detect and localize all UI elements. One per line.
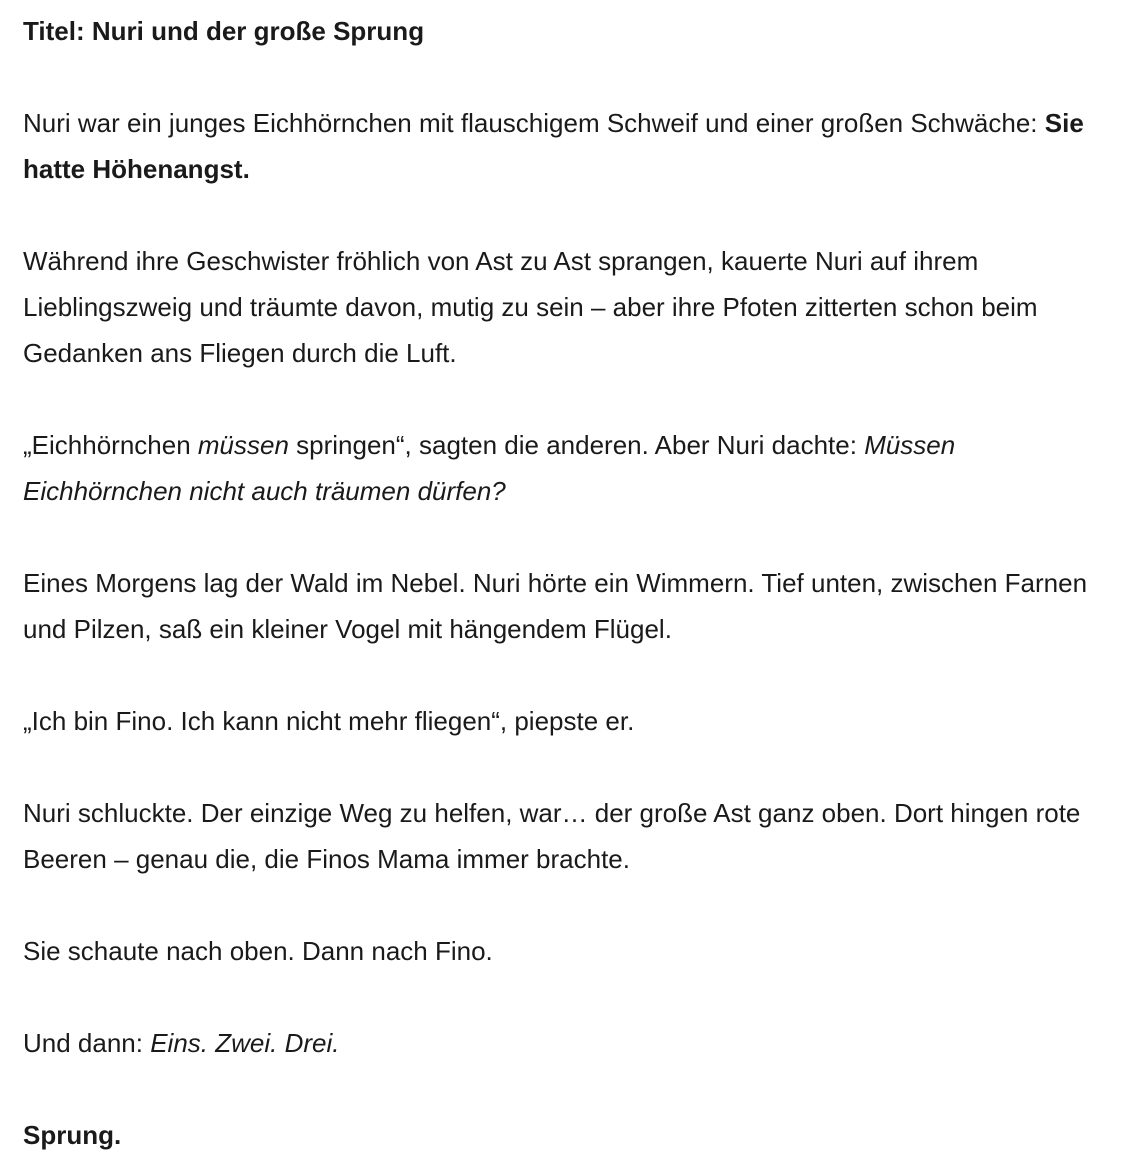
paragraph-8-emphasis: Eins. Zwei. Drei. bbox=[150, 1028, 340, 1058]
paragraph-1-emphasis: Sie hatte Höhenangst. bbox=[23, 108, 1084, 184]
paragraph-5: „Ich bin Fino. Ich kann nicht mehr fliegen“, piepste er. bbox=[23, 706, 635, 736]
paragraph-3 bbox=[23, 422, 1118, 514]
story-title: Titel: Nuri und der große Sprung bbox=[23, 16, 425, 46]
paragraph-4: Eines Morgens lag der Wald im Nebel. Nuri hörte ein Wimmern. Tief unten, zwischen Farnen und Pilzen, saß ein kleiner Vogel mit hängendem Flügel. bbox=[23, 568, 1088, 644]
paragraph-3-emphasis-1: müssen bbox=[197, 430, 289, 460]
paragraph-6: Nuri schluckte. Der einzige Weg zu helfen, war… der große Ast ganz oben. Dort hingen rote Beeren – genau die, die Finos Mama immer brachte. bbox=[23, 798, 1081, 874]
paragraph-1-text: Nuri war ein junges Eichhörnchen mit flauschigem Schweif und einer großen Schwäche: bbox=[23, 108, 1045, 138]
paragraph-3-emphasis-2: Müssen Eichhörnchen nicht auch träumen dürfen? bbox=[23, 430, 956, 506]
paragraph-2: Während ihre Geschwister fröhlich von Ast zu Ast sprangen, kauerte Nuri auf ihrem Lieblingszweig und träumte davon, mutig zu sein – aber ihre Pfoten zitterten schon beim Gedanken ans Fliegen durch die Luft. bbox=[23, 246, 1038, 368]
paragraph-3-text-start: „Eichhörnchen bbox=[23, 430, 198, 460]
paragraph-9: Sprung. bbox=[23, 1120, 122, 1150]
paragraph-1 bbox=[23, 100, 1118, 192]
paragraph-8 bbox=[23, 1020, 1118, 1066]
paragraph-8-text: Und dann: bbox=[23, 1028, 151, 1058]
story-document bbox=[23, 8, 1118, 1158]
paragraph-7: Sie schaute nach oben. Dann nach Fino. bbox=[23, 936, 493, 966]
paragraph-3-text-middle: springen“, sagten die anderen. Aber Nuri dachte: bbox=[288, 430, 865, 460]
